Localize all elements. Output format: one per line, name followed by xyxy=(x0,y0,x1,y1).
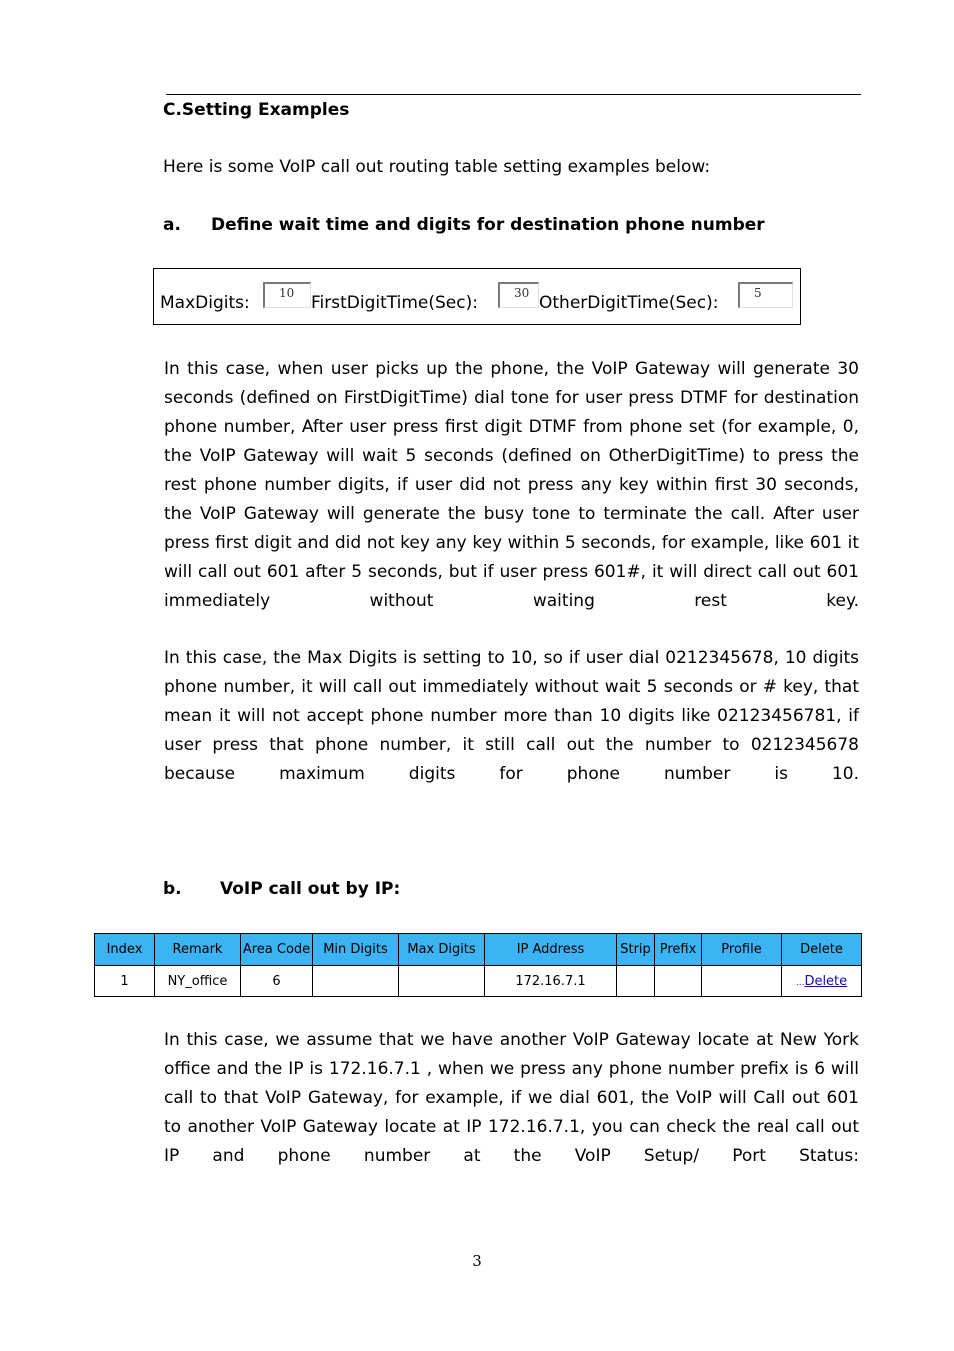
column-header: Profile xyxy=(702,934,782,966)
column-header: Strip xyxy=(617,934,655,966)
delete-cell xyxy=(782,966,862,997)
min-digits-cell xyxy=(313,966,399,997)
table-row xyxy=(95,966,862,997)
other-digit-time-input[interactable]: 5 xyxy=(738,282,793,308)
first-digit-time-label: FirstDigitTime(Sec): xyxy=(311,293,478,313)
prefix-cell xyxy=(655,966,702,997)
delete-icon[interactable]: ... xyxy=(795,977,805,988)
column-header: Area Code xyxy=(241,934,313,966)
strip-cell xyxy=(617,966,655,997)
delete-link[interactable]: Delete xyxy=(804,973,848,989)
example-a-label: a. xyxy=(163,215,181,235)
ip-address-cell: 172.16.7.1 xyxy=(485,966,617,997)
intro-text: Here is some VoIP call out routing table setting examples below: xyxy=(163,157,711,177)
profile-cell xyxy=(702,966,782,997)
column-header: IP Address xyxy=(485,934,617,966)
example-a-title: Define wait time and digits for destination phone number xyxy=(211,215,765,235)
first-digit-time-input[interactable]: 30 xyxy=(498,282,539,308)
example-a-paragraph-1: In this case, when user picks up the phone, the VoIP Gateway will generate 30 seconds (defined on FirstDigitTime) dial tone for user press DTMF for destination phone number, After user press first digit DTMF from phone set (for example, 0, the VoIP Gateway will wait 5 seconds (defined on OtherDigitTime) to press the rest phone number digits, if user did not press any key within first 30 seconds, the VoIP Gateway will generate the busy tone to terminate the call. After user press first digit and did not key any key within 5 seconds, for example, like 601 it will call out 601 after 5 seconds, but if user press 601#, it will direct call out 601 immediately without waiting rest key. xyxy=(164,359,859,611)
column-header: Delete xyxy=(782,934,862,966)
max-digits-cell xyxy=(399,966,485,997)
column-header: Remark xyxy=(155,934,241,966)
table-header-row xyxy=(95,934,862,966)
example-b-title: VoIP call out by IP: xyxy=(220,879,401,899)
column-header: Max Digits xyxy=(399,934,485,966)
max-digits-input[interactable]: 10 xyxy=(263,282,311,308)
section-heading: C.Setting Examples xyxy=(163,100,350,120)
example-b-paragraph: In this case, we assume that we have another VoIP Gateway locate at New York office and the IP is 172.16.7.1 , when we press any phone number prefix is 6 will call to that VoIP Gateway, for example, if we dial 601, the VoIP will Call out 601 to another VoIP Gateway locate at IP 172.16.7.1, you can check the real call out IP and phone number at the VoIP Setup/ Port Status: xyxy=(164,1030,859,1166)
area-code-cell: 6 xyxy=(241,966,313,997)
example-a-paragraph-2: In this case, the Max Digits is setting to 10, so if user dial 0212345678, 10 digits phone number, it will call out immediately without wait 5 seconds or # key, that mean it will not accept phone number more than 10 digits like 02123456781, if user press that phone number, it still call out the number to 0212345678 because maximum digits for phone number is 10. xyxy=(164,648,859,784)
index-cell: 1 xyxy=(95,966,155,997)
column-header: Prefix xyxy=(655,934,702,966)
column-header: Index xyxy=(95,934,155,966)
page-number: 3 xyxy=(472,1252,482,1270)
header-rule xyxy=(166,94,861,95)
max-digits-label: MaxDigits: xyxy=(160,293,250,313)
column-header: Min Digits xyxy=(313,934,399,966)
remark-cell: NY_office xyxy=(155,966,241,997)
example-b-label: b. xyxy=(163,879,182,899)
routing-table xyxy=(94,933,862,997)
digit-settings-panel xyxy=(153,268,801,325)
other-digit-time-label: OtherDigitTime(Sec): xyxy=(539,293,719,313)
